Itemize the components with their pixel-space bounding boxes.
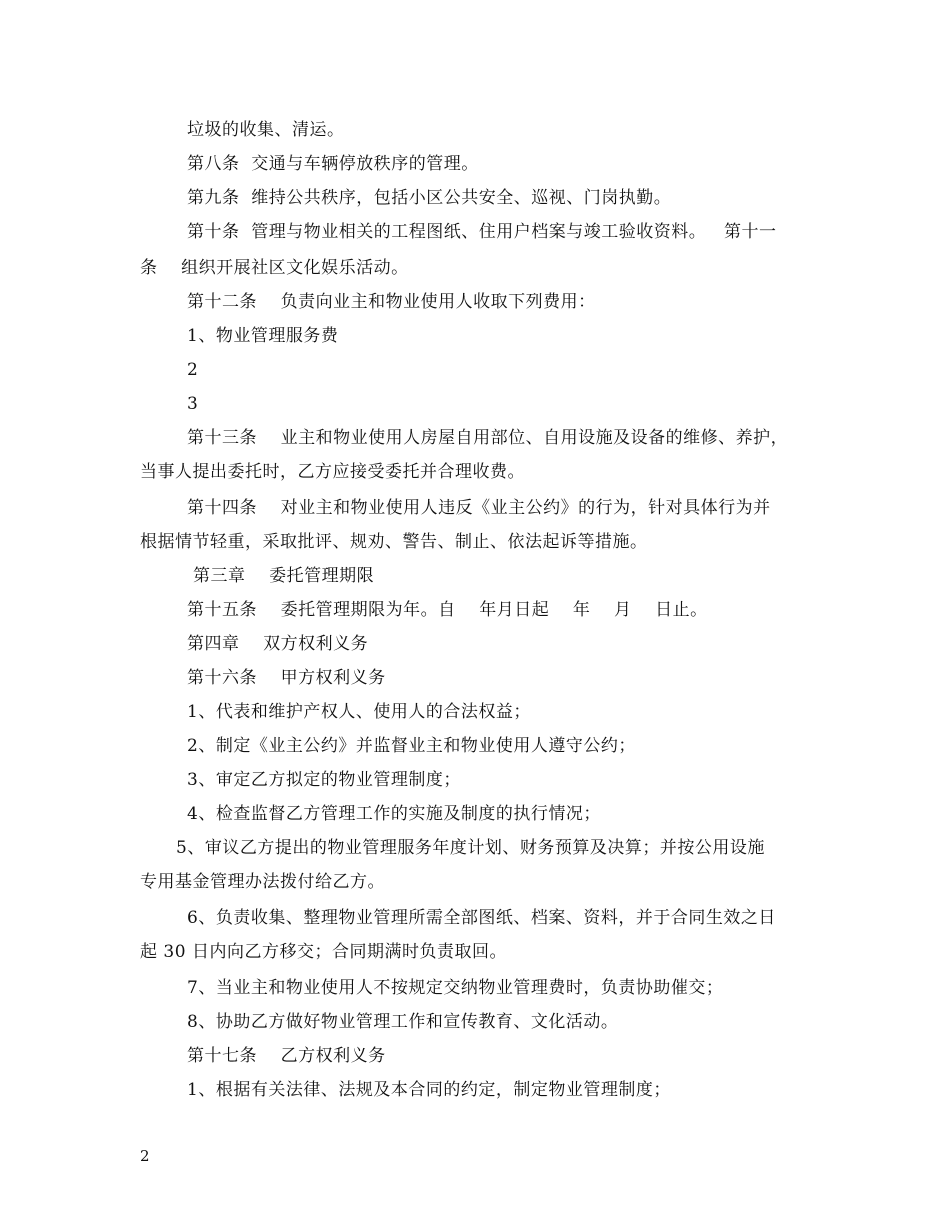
text-line: 3 (187, 394, 199, 414)
text-line: 4、检查监督乙方管理工作的实施及制度的执行情况； (187, 804, 601, 824)
text-line: 1、物业管理服务费 (187, 326, 339, 346)
text-line: 起 30 日内向乙方移交；合同期满时负责取回。 (140, 942, 507, 962)
text-line: 第十四条 对业主和物业使用人违反《业主公约》的行为，针对具体行为并 (187, 498, 771, 518)
text-line: 7、当业主和物业使用人不按规定交纳物业管理费时，负责协助催交； (187, 978, 724, 998)
text-line: 条 组织开展社区文化娱乐活动。 (140, 258, 409, 278)
text-line: 专用基金管理办法拨付给乙方。 (140, 872, 385, 892)
text-line: 2 (187, 360, 199, 380)
page-number: 2 (140, 1147, 150, 1165)
text-line: 第九条 维持公共秩序，包括小区公共安全、巡视、门岗执勤。 (187, 188, 672, 208)
text-line: 根据情节轻重，采取批评、规劝、警告、制止、依法起诉等措施。 (140, 532, 648, 552)
text-line: 第十六条 甲方权利义务 (187, 668, 386, 688)
text-line: 6、负责收集、整理物业管理所需全部图纸、档案、资料，并于合同生效之日 (187, 908, 776, 928)
text-line: 5、审议乙方提出的物业管理服务年度计划、财务预算及决算；并按公用设施 (176, 838, 765, 858)
text-line: 第十三条 业主和物业使用人房屋自用部位、自用设施及设备的维修、养护， (187, 428, 789, 448)
text-line: 3、审定乙方拟定的物业管理制度； (187, 770, 461, 790)
text-line: 第十五条 委托管理期限为年。自 年月日起 年 月 日止。 (187, 600, 708, 620)
text-line: 1、根据有关法律、法规及本合同的约定，制定物业管理制度； (187, 1080, 671, 1100)
text-line: 第十二条 负责向业主和物业使用人收取下列费用： (187, 292, 596, 312)
chapter-heading: 第三章 委托管理期限 (193, 566, 375, 586)
text-line: 2、制定《业主公约》并监督业主和物业使用人遵守公约； (187, 736, 636, 756)
text-line: 垃圾的收集、清运。 (187, 120, 345, 140)
text-line: 第十七条 乙方权利义务 (187, 1046, 386, 1066)
text-line: 第八条 交通与车辆停放秩序的管理。 (187, 154, 479, 174)
text-line: 第十条 管理与物业相关的工程图纸、住用户档案与竣工验收资料。 第十一 (187, 222, 777, 242)
chapter-heading: 第四章 双方权利义务 (187, 634, 369, 654)
text-line: 当事人提出委托时，乙方应接受委托并合理收费。 (140, 462, 525, 482)
text-line: 8、协助乙方做好物业管理工作和宣传教育、文化活动。 (187, 1012, 619, 1032)
text-line: 1、代表和维护产权人、使用人的合法权益； (187, 702, 531, 722)
